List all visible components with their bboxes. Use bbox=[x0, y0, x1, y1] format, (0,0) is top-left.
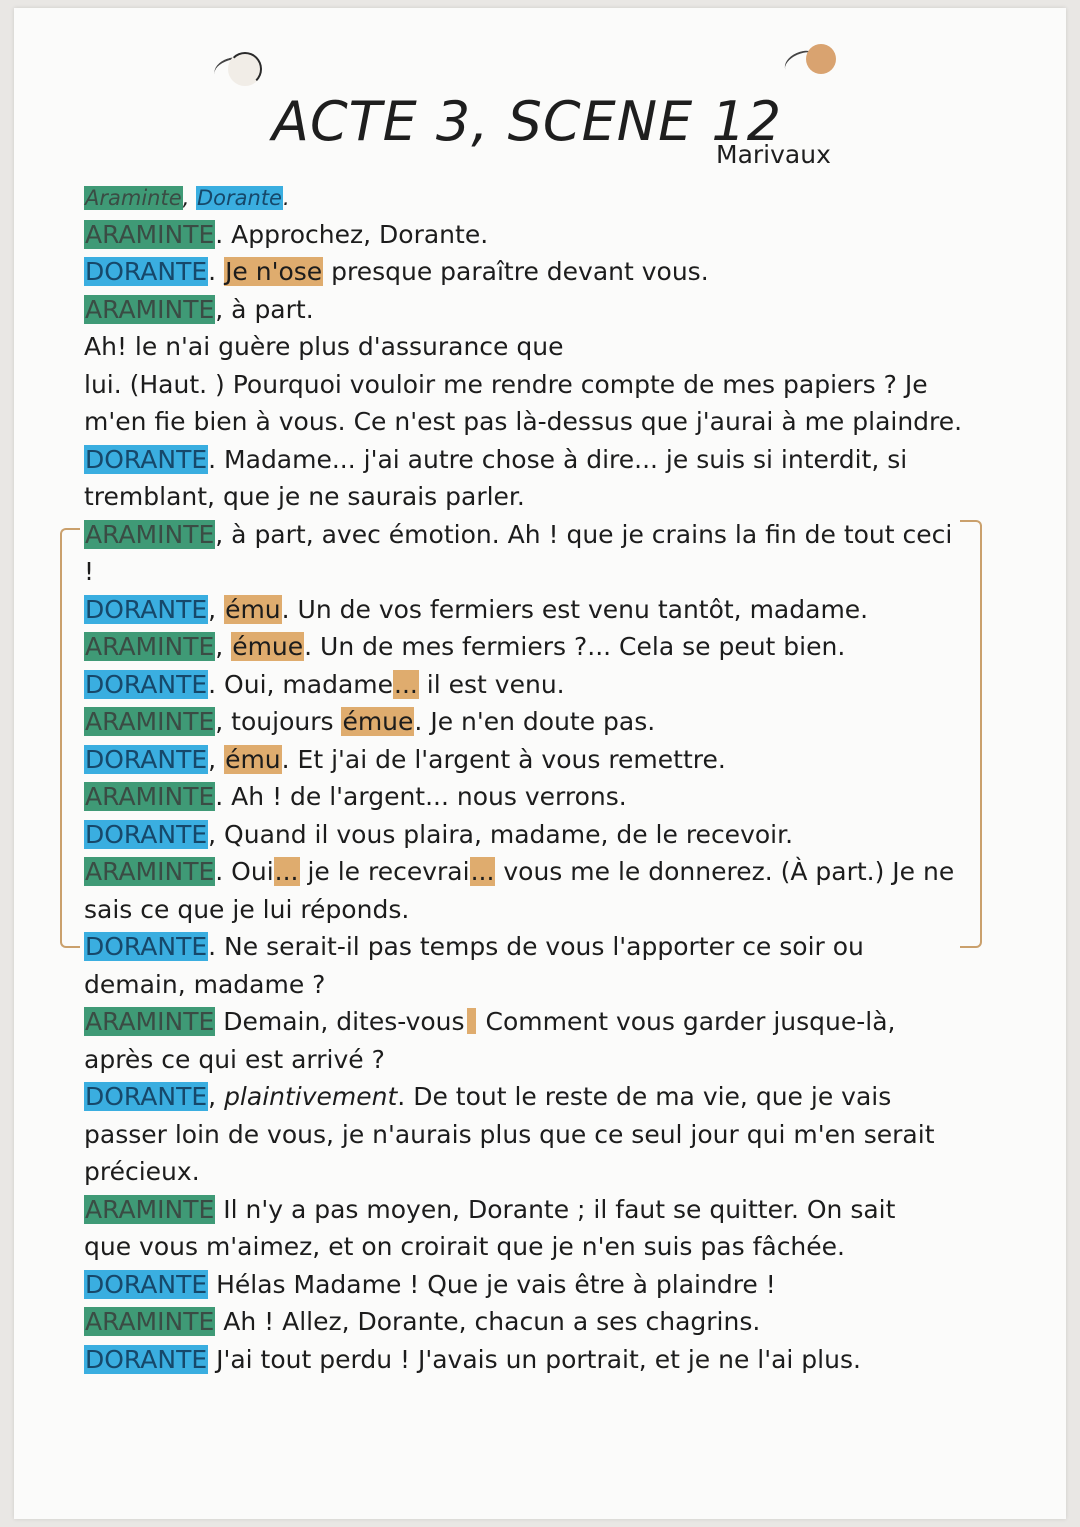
word-highlight: ... bbox=[274, 857, 299, 886]
speaker-highlight: ARAMINTE bbox=[85, 782, 215, 811]
text-line: ARAMINTE, émue. Un de mes fermiers ?... Cela se peut bien. bbox=[85, 632, 846, 661]
text-line: DORANTE, Quand il vous plaira, madame, de le recevoir. bbox=[85, 819, 794, 849]
speaker-highlight: Dorante bbox=[196, 186, 282, 210]
text-line: Ah! le n'ai guère plus d'assurance que bbox=[84, 332, 564, 361]
speaker-highlight: DORANTE bbox=[85, 932, 208, 961]
scene-text bbox=[84, 178, 984, 1378]
speaker-highlight: ARAMINTE bbox=[85, 519, 215, 549]
text-line: DORANTE, plaintivement. De tout le reste de ma vie, que je vais bbox=[85, 1082, 892, 1111]
text-line: DORANTE Hélas Madame ! Que je vais être à plaindre ! bbox=[85, 1269, 776, 1299]
speaker-highlight: ARAMINTE bbox=[85, 1007, 215, 1036]
text-line: DORANTE J'ai tout perdu ! J'avais un portrait, et je ne l'ai plus. bbox=[85, 1344, 861, 1374]
word-highlight: ému bbox=[225, 744, 281, 774]
bracket-left bbox=[60, 528, 80, 948]
text-line: tremblant, que je ne saurais parler. bbox=[84, 482, 525, 511]
punch-hole bbox=[228, 52, 262, 86]
text-line: DORANTE. Madame... j'ai autre chose à dire... je suis si interdit, si bbox=[85, 444, 908, 474]
text-line: ARAMINTE. Ah ! de l'argent... nous verrons. bbox=[85, 782, 627, 811]
author-name: Marivaux bbox=[716, 140, 831, 169]
text-line: ARAMINTE Ah ! Allez, Dorante, chacun a ses chagrins. bbox=[85, 1307, 761, 1336]
text-line: après ce qui est arrivé ? bbox=[84, 1044, 385, 1074]
word-highlight: ... bbox=[470, 857, 495, 886]
word-highlight: ... bbox=[394, 669, 418, 699]
text-line: lui. (Haut. ) Pourquoi vouloir me rendre compte de mes papiers ? Je bbox=[84, 369, 928, 399]
text-line: sais ce que je lui réponds. bbox=[84, 894, 410, 924]
speaker-highlight: DORANTE bbox=[85, 669, 208, 699]
speaker-highlight: ARAMINTE bbox=[85, 294, 215, 324]
text-line: que vous m'aimez, et on croirait que je n'en suis pas fâchée. bbox=[84, 1232, 845, 1261]
text-line: passer loin de vous, je n'aurais plus que ce seul jour qui m'en serait bbox=[84, 1119, 935, 1149]
text-line: DORANTE, ému. Un de vos fermiers est venu tantôt, madame. bbox=[85, 594, 869, 624]
word-highlight: émue bbox=[342, 707, 414, 736]
text-line: demain, madame ? bbox=[84, 969, 326, 999]
speaker-highlight: ARAMINTE bbox=[85, 632, 215, 661]
punch-hole bbox=[806, 44, 836, 74]
speaker-highlight: DORANTE bbox=[85, 444, 208, 474]
speaker-highlight: Araminte bbox=[85, 186, 182, 210]
speaker-highlight: ARAMINTE bbox=[85, 857, 215, 886]
text-line: ! bbox=[84, 557, 95, 586]
word-highlight: ému bbox=[225, 594, 281, 624]
text-line: ARAMINTE, à part. bbox=[85, 294, 314, 324]
highlight-marker bbox=[467, 1008, 476, 1034]
text-line: ARAMINTE Il n'y a pas moyen, Dorante ; il faut se quitter. On sait bbox=[85, 1194, 896, 1224]
text-line: DORANTE. Ne serait-il pas temps de vous l'apporter ce soir ou bbox=[85, 932, 864, 961]
page-title: ACTE 3, SCENE 12 bbox=[272, 90, 783, 153]
text-line: DORANTE. Je n'ose presque paraître devant vous. bbox=[85, 257, 709, 286]
text-line: précieux. bbox=[84, 1157, 200, 1186]
text-line: ARAMINTE Demain, dites-vous Comment vous garder jusque-là, bbox=[85, 1007, 896, 1036]
stage-direction: plaintivement bbox=[224, 1082, 398, 1111]
text-line: m'en fie bien à vous. Ce n'est pas là-dessus que j'aurai à me plaindre. bbox=[84, 407, 963, 436]
speaker-highlight: DORANTE bbox=[85, 819, 208, 849]
speaker-highlight: DORANTE bbox=[85, 744, 208, 774]
text-line: DORANTE. Oui, madame... il est venu. bbox=[85, 669, 565, 699]
word-highlight: émue bbox=[232, 632, 304, 661]
speaker-highlight: DORANTE bbox=[85, 594, 208, 624]
speaker-highlight: DORANTE bbox=[85, 1269, 208, 1299]
speaker-highlight: DORANTE bbox=[85, 257, 208, 286]
speaker-highlight: ARAMINTE bbox=[85, 707, 215, 736]
speaker-highlight: ARAMINTE bbox=[85, 219, 215, 249]
text-line: ARAMINTE. Approchez, Dorante. bbox=[85, 219, 489, 249]
text-line: ARAMINTE, toujours émue. Je n'en doute pas. bbox=[85, 707, 656, 736]
word-highlight: Je n'ose bbox=[225, 257, 323, 286]
text-line: DORANTE, ému. Et j'ai de l'argent à vous remettre. bbox=[85, 744, 726, 774]
text-line: ARAMINTE, à part, avec émotion. Ah ! que je crains la fin de tout ceci bbox=[85, 519, 953, 549]
text-line: Araminte, Dorante. bbox=[85, 186, 290, 210]
speaker-highlight: DORANTE bbox=[85, 1082, 208, 1111]
speaker-highlight: DORANTE bbox=[85, 1344, 208, 1374]
speaker-highlight: ARAMINTE bbox=[85, 1194, 215, 1224]
speaker-highlight: ARAMINTE bbox=[85, 1307, 215, 1336]
text-line: ARAMINTE. Oui... je le recevrai... vous me le donnerez. (À part.) Je ne bbox=[85, 857, 955, 886]
